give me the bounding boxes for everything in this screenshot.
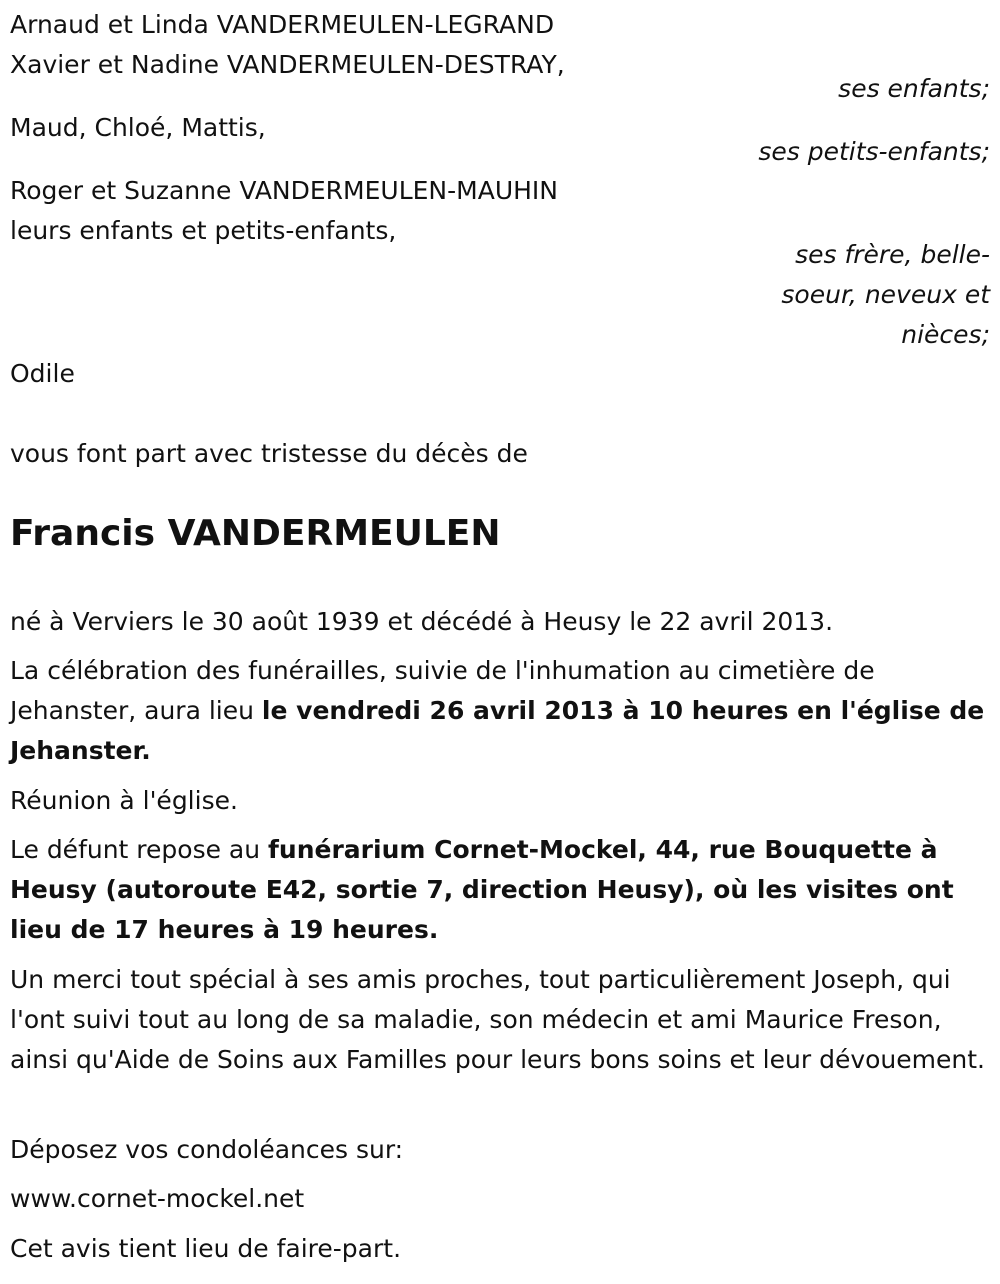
funeral-intro: La célébration des funérailles, suivie de l'inhumation au cimetière de Jehanster, aura lieu (10, 656, 875, 725)
funeral-details: le vendredi 26 avril 2013 à 10 heures en l'église de Jehanster. (10, 696, 985, 765)
odile-line: Odile (10, 359, 75, 388)
announcement-line: vous font part avec tristesse du décès de (10, 439, 528, 468)
family-line-3: Roger et Suzanne VANDERMEULEN-MAUHIN (10, 176, 558, 205)
role-siblings-line-2: soeur, neveux et (781, 280, 990, 309)
family-line-1: Arnaud et Linda VANDERMEULEN-LEGRAND (10, 10, 555, 39)
role-siblings-line-1: ses frère, belle- (795, 240, 990, 269)
grandchildren-line: Maud, Chloé, Mattis, (10, 113, 266, 142)
role-siblings-line-3: nièces; (901, 320, 990, 349)
repose-paragraph (10, 830, 990, 950)
deceased-name: Francis VANDERMEULEN (10, 513, 501, 554)
website-link[interactable]: www.cornet-mockel.net (10, 1184, 305, 1213)
family-line-2: Xavier et Nadine VANDERMEULEN-DESTRAY, (10, 50, 565, 79)
birth-death-line: né à Verviers le 30 août 1939 et décédé à Heusy le 22 avril 2013. (10, 607, 834, 636)
condolences-line: Déposez vos condoléances sur: (10, 1135, 404, 1164)
reunion-line: Réunion à l'église. (10, 786, 238, 815)
notice-line: Cet avis tient lieu de faire-part. (10, 1234, 402, 1263)
role-grandchildren: ses petits-enfants; (758, 137, 990, 166)
role-children: ses enfants; (838, 74, 990, 103)
thanks-paragraph: Un merci tout spécial à ses amis proches, tout particulièrement Joseph, qui l'ont suivi tout au long de sa maladie, son médecin et ami Maurice Freson, ainsi qu'Aide de Soins aux Familles pour leurs bons soins et leur dévouement. (10, 965, 985, 1074)
repose-details: funérarium Cornet-Mockel, 44, rue Bouquette à Heusy (autoroute E42, sortie 7, direction Heusy), où les visites ont lieu de 17 heures à 19 heures. (10, 835, 954, 944)
funeral-paragraph (10, 651, 990, 771)
family-line-4: leurs enfants et petits-enfants, (10, 216, 397, 245)
repose-intro: Le défunt repose au (10, 835, 269, 864)
